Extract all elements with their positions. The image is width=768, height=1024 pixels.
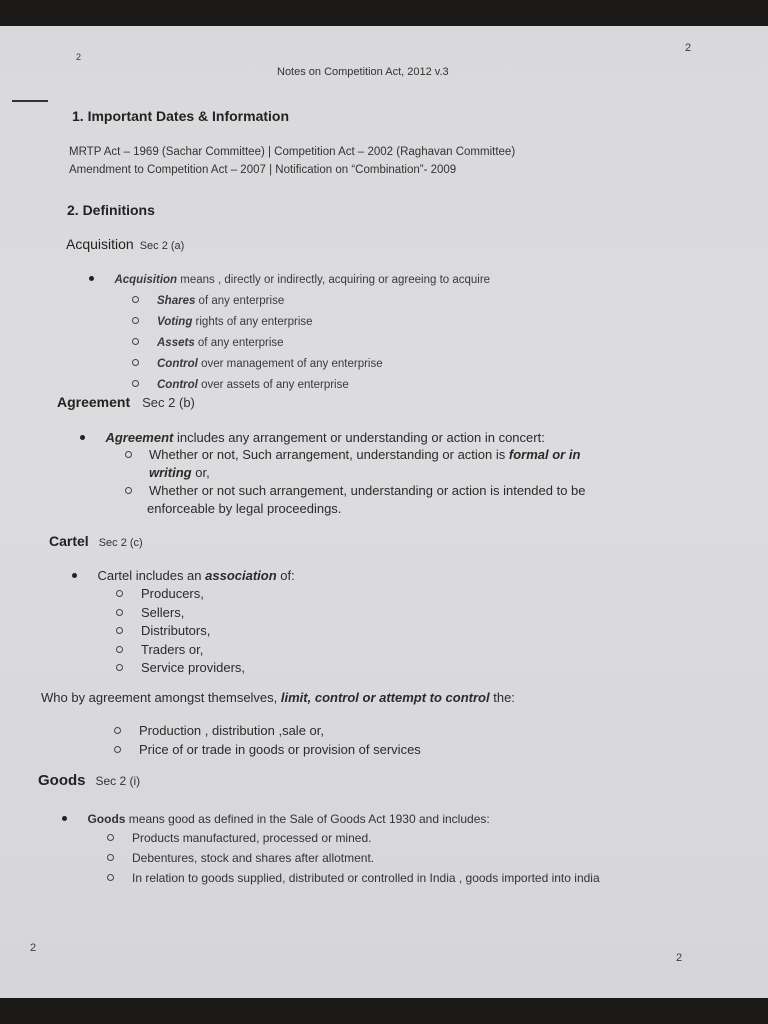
circle-bullet-icon (125, 451, 132, 458)
cartel-sec: Sec 2 (c) (98, 537, 143, 549)
circle-bullet-icon (125, 487, 132, 494)
agreement-lead (80, 429, 545, 447)
acquisition-list (132, 290, 383, 395)
circle-bullet-icon (116, 609, 123, 616)
circle-bullet-icon (107, 834, 114, 841)
list-item: Assets of any enterprise (132, 332, 383, 353)
bullet-icon (62, 816, 67, 821)
circle-bullet-icon (116, 627, 123, 634)
bullet-icon (72, 573, 77, 578)
list-item: Control over management of any enterprise (132, 353, 383, 374)
list-item: Voting rights of any enterprise (132, 311, 383, 332)
goods-list (107, 828, 600, 888)
agreement-lead-text: includes any arrangement or understanding or action in concert: (173, 430, 545, 445)
list-item: Shares of any enterprise (132, 290, 383, 311)
agreement-title (57, 394, 195, 412)
list-item: Debentures, stock and shares after allotment. (107, 848, 600, 868)
list-item: Producers, (116, 585, 245, 604)
list-item-continuation: writing or, (149, 465, 210, 480)
list-item: Control over assets of any enterprise (132, 374, 383, 395)
list-item: Products manufactured, processed or mined. (107, 828, 600, 848)
list-item: Whether or not, Such arrangement, understanding or action is formal or in (125, 446, 586, 464)
header-title: Notes on Competition Act, 2012 v.3 (277, 66, 449, 78)
document-page (0, 26, 768, 998)
circle-bullet-icon (107, 854, 114, 861)
goods-lead: Goods means good as defined in the Sale of Goods Act 1930 and includes: (62, 810, 490, 828)
circle-bullet-icon (114, 746, 121, 753)
acquisition-lead (89, 270, 490, 288)
cartel-title (49, 533, 143, 551)
bullet-icon (80, 435, 85, 440)
list-item-continuation: enforceable by legal proceedings. (147, 501, 342, 516)
list-item: Service providers, (116, 659, 245, 678)
agreement-term: Agreement (57, 394, 131, 410)
list-item: Sellers, (116, 604, 245, 623)
dates-line-2: Amendment to Competition Act – 2007 | Notification on “Combination”- 2009 (69, 164, 457, 176)
dates-line-1: MRTP Act – 1969 (Sachar Committee) | Competition Act – 2002 (Raghavan Committee) (69, 146, 516, 158)
list-item: Whether or not such arrangement, understanding or action is intended to be (125, 482, 586, 500)
goods-title (38, 772, 140, 790)
list-item: Production , distribution ,sale or, (114, 721, 421, 740)
acquisition-lead-text: means , directly or indirectly, acquiring or agreeing to acquire (177, 274, 491, 286)
section1-heading: 1. Important Dates & Information (72, 108, 290, 124)
section2-heading: 2. Definitions (67, 202, 155, 218)
acquisition-lead-bold: Acquisition (114, 274, 178, 286)
circle-bullet-icon (132, 359, 139, 366)
list-item: In relation to goods supplied, distributed or controlled in India , goods imported into india (107, 868, 600, 888)
circle-bullet-icon (107, 874, 114, 881)
circle-bullet-icon (132, 296, 139, 303)
circle-bullet-icon (116, 646, 123, 653)
agreement-sec: Sec 2 (b) (142, 395, 195, 410)
page-number-bottom-left: 2 (30, 942, 37, 954)
circle-bullet-icon (132, 338, 139, 345)
goods-sec: Sec 2 (i) (95, 774, 141, 788)
page-number-top-left: 2 (76, 52, 82, 62)
page-number-bottom-right: 2 (676, 952, 683, 964)
cartel-who-line: Who by agreement amongst themselves, limit, control or attempt to control the: (41, 690, 515, 705)
goods-term: Goods (38, 772, 86, 789)
circle-bullet-icon (116, 590, 123, 597)
page-number-top-right: 2 (685, 42, 692, 54)
list-item: Traders or, (116, 641, 245, 660)
acquisition-sec: Sec 2 (a) (139, 240, 185, 252)
acquisition-term: Acquisition (66, 236, 134, 252)
agreement-list (125, 446, 586, 518)
list-item: Distributors, (116, 622, 245, 641)
margin-mark (12, 100, 48, 102)
circle-bullet-icon (132, 380, 139, 387)
cartel-lead: Cartel includes an association of: (72, 567, 295, 585)
circle-bullet-icon (114, 727, 121, 734)
list-item: Price of or trade in goods or provision of services (114, 740, 421, 759)
circle-bullet-icon (116, 664, 123, 671)
agreement-lead-bold: Agreement (105, 430, 174, 445)
cartel-list (116, 585, 245, 678)
bullet-icon (89, 276, 94, 281)
circle-bullet-icon (132, 317, 139, 324)
cartel-term: Cartel (49, 533, 89, 549)
cartel-list-2 (114, 721, 421, 759)
acquisition-title (66, 236, 184, 254)
